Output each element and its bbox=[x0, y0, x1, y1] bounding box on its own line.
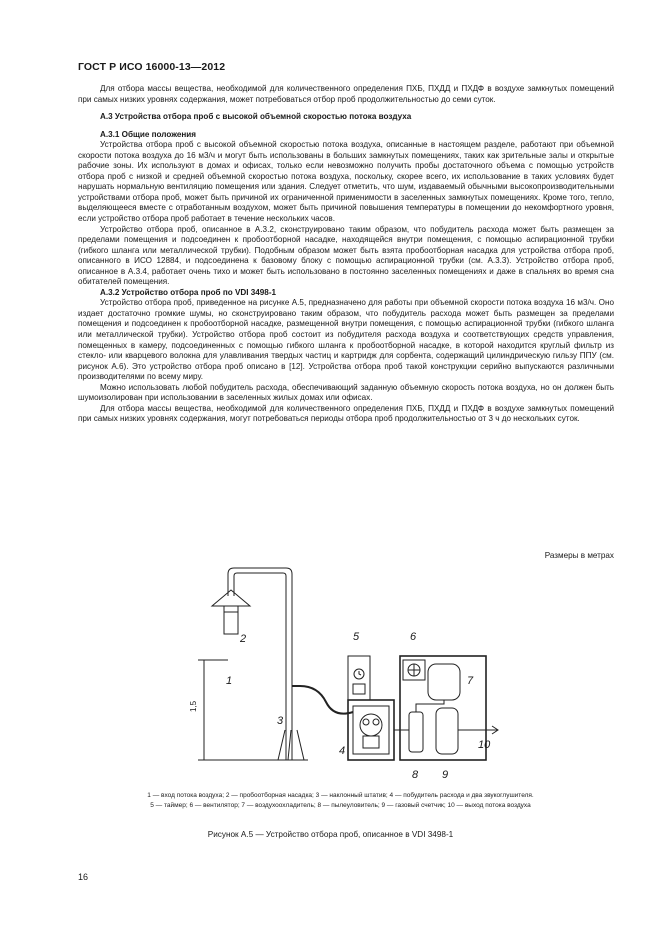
dimension-label: 1,5 bbox=[189, 700, 198, 712]
sampling-head bbox=[224, 612, 238, 634]
air-cooler bbox=[428, 664, 460, 700]
paragraph-a3-1-1: Устройства отбора проб с высокой объемной скоростью потока воздуха, описанные в настоящем разделе, работают при объемной скорости потока воздуха до 16 м3/ч и могут быть использованы в больших замкнутых помещениях, таких как зрительные залы и открытые рабочие зоны. Их используют в домах и офисах, только если невозможно получить пробы достаточного объема с помощью устройств отбора проб с низкой и средней объемной скоростью потока воздуха, поскольку, скорее всего, их использование в таких условиях будет нарушать нормальную вентиляцию помещения или здания. Следует отметить, что шум, издаваемый обычными высокопроизводительными устройствами отбора проб, может быть причиной их ограниченной применимости в заселенных замкнутых помещениях. Кроме того, тепло, выделяющееся вместе с отработанным воздухом, может быть причиной повышения температуры в помещении до некомфортного уровня, если устройство отбора проб работает в течение нескольких часов. bbox=[78, 140, 614, 224]
figure-label-10: 10 bbox=[478, 739, 491, 751]
heading-a3-1: А.3.1 Общие положения bbox=[100, 129, 197, 139]
figure-label-3: 3 bbox=[277, 715, 284, 727]
legend-line-1: 1 — вход потока воздуха; 2 — пробоотборная насадка; 3 — наклонный штатив; 4 — побудитель расхода и два звукоглушителя. bbox=[147, 792, 534, 799]
paragraph-a3-2-2: Можно использовать любой побудитель расхода, обеспечивающий заданную объемную скорость потока воздуха, но он должен быть шумоизолирован при использовании в заселенных жилых домах или офисах. bbox=[78, 382, 614, 403]
tripod bbox=[278, 730, 304, 760]
figure-label-1: 1 bbox=[226, 675, 233, 687]
heading-a3: А.3 Устройства отбора проб с высокой объемной скоростью потока воздуха bbox=[100, 112, 412, 122]
inlet-hood bbox=[212, 590, 250, 606]
legend-line-2: 5 — таймер; 6 — вентилятор; 7 — воздухоохладитель; 8 — пылеуловитель; 9 — газовый счетчик; 10 — выход потока воздуха bbox=[150, 801, 531, 809]
document-header: ГОСТ Р ИСО 16000-13—2012 bbox=[78, 61, 226, 73]
figure-caption: Рисунок А.5 — Устройство отбора проб, описанное в VDI 3498-1 bbox=[207, 830, 454, 839]
paragraph-a3-1-2: Устройство отбора проб, описанное в А.3.2, сконструировано таким образом, что побудитель расхода может быть размещен за пределами помещения и подсоединен к пробоотборной насадке, находящейся внутри помещения, с помощью аспирационной трубки (гибкого шланга или металлической трубки). Подобным образом может быть взята пробоотборная насадка для устройства отбора проб, описанного в ИСО 12884, и подсоединена к базовому блоку с помощью аспирационной трубки (см. А.3.3). Устройство отбора проб, описанное в А.3.4, работает очень тихо и может быть использовано в постоянно заселенных помещениях и даже в спальнях во время сна обитателей помещения. bbox=[78, 224, 614, 287]
body-text bbox=[78, 84, 614, 425]
figure-label-9: 9 bbox=[442, 769, 449, 781]
sampling-pole bbox=[228, 568, 292, 760]
dust-collector bbox=[409, 712, 423, 752]
paragraph-a3-2-3: Для отбора массы вещества, необходимой для количественного определения ПХБ, ПХДД и ПХДФ в воздухе замкнутых помещений при самых низких уровнях содержания, могут потребоваться периоды отбора проб продолжительностью от 3 ч до нескольких суток. bbox=[78, 403, 614, 424]
figure-label-6: 6 bbox=[410, 631, 417, 643]
blower bbox=[360, 714, 382, 736]
sampler-diagram bbox=[188, 560, 508, 785]
dimensions-note: Размеры в метрах bbox=[544, 551, 614, 560]
paragraph-intro: Для отбора массы вещества, необходимой для количественного определения ПХБ, ПХДД и ПХДФ в воздухе замкнутых помещений при самых низких уровнях содержания, может потребоваться отбор проб продолжительностью до семи суток. bbox=[78, 84, 614, 104]
figure-label-7: 7 bbox=[467, 675, 474, 687]
paragraph-a3-2-1: Устройство отбора проб, приведенное на рисунке А.5, предназначено для работы при объемной скорости потока воздуха 16 м3/ч. Оно издает достаточно громкие шумы, но сконструировано таким образом, что побудитель расхода может быть размещен за пределами помещения и подсоединен к пробоотборной насадке, размещенной внутри помещения, с помощью аспирационной трубки (гибкого шланга или металлической трубки). Устройство отбора проб состоит из побудителя расхода воздуха и соответствующих средств управления, помещенных в камеру, подсоединенных с помощью гибкого шланга к пробоотборной насадке, в которой находится круглый фильтр из стекло- или кварцевого волокна для улавливания твердых частиц и картридж для сорбента, содержащий цилиндрическую гильзу ППУ (см. рисунок А.6). Это устройство отбора проб описано в [12]. Устройства отбора проб такой конструкции серийно выпускаются различными производителями по всему миру. bbox=[78, 298, 614, 382]
figure-label-5: 5 bbox=[353, 631, 360, 643]
page-number: 16 bbox=[78, 872, 89, 882]
figure-label-8: 8 bbox=[412, 769, 419, 781]
figure-a5 bbox=[188, 560, 508, 785]
gas-meter bbox=[436, 708, 458, 754]
control-box bbox=[348, 656, 370, 700]
figure-label-4: 4 bbox=[339, 745, 346, 757]
heading-a3-2: А.3.2 Устройство отбора проб по VDI 3498-1 bbox=[100, 287, 277, 297]
figure-legend bbox=[70, 791, 611, 810]
pump-chamber bbox=[348, 700, 394, 760]
figure-label-2: 2 bbox=[240, 633, 247, 645]
hose bbox=[292, 686, 353, 714]
